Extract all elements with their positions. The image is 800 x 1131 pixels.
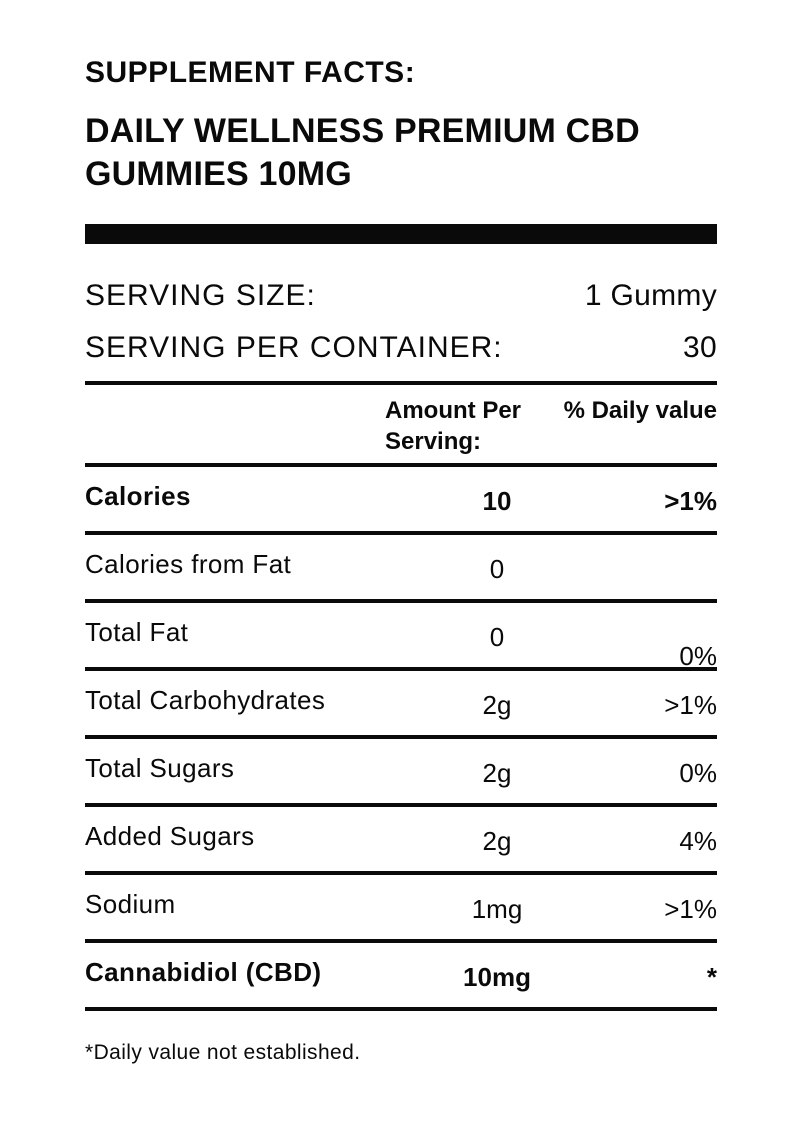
nutrient-daily-value: 4% <box>679 825 717 856</box>
serving-row <box>85 278 717 314</box>
nutrient-amount: 2g <box>482 825 512 856</box>
product-title-line-1: DAILY WELLNESS PREMIUM CBD <box>85 112 640 150</box>
nutrient-daily-value: 0% <box>679 757 717 788</box>
serving-value: 30 <box>683 330 717 364</box>
serving-value: 1 Gummy <box>584 278 717 312</box>
table-header-spacer <box>85 395 385 457</box>
table-header-row <box>85 385 717 467</box>
percent-daily-value-header: % Daily value <box>563 396 717 424</box>
nutrient-daily-value: >1% <box>664 689 717 720</box>
nutrient-name: Total Fat <box>85 616 189 647</box>
supplement-facts-heading: SUPPLEMENT FACTS: <box>85 56 416 89</box>
nutrient-amount: 0 <box>489 621 505 652</box>
nutrient-row <box>85 807 717 875</box>
product-title <box>85 110 717 196</box>
nutrient-row <box>85 943 717 1011</box>
nutrient-name: Added Sugars <box>85 820 255 851</box>
nutrient-row <box>85 603 717 671</box>
serving-label: SERVING SIZE: <box>85 278 316 312</box>
serving-label: SERVING PER CONTAINER: <box>85 330 503 364</box>
serving-row <box>85 330 717 366</box>
nutrient-row <box>85 875 717 943</box>
nutrient-daily-value: >1% <box>664 485 717 516</box>
nutrient-amount: 10mg <box>463 961 531 992</box>
nutrition-table <box>85 467 717 1011</box>
nutrient-name: Calories from Fat <box>85 548 292 579</box>
nutrient-amount: 2g <box>482 757 512 788</box>
nutrient-amount: 0 <box>489 553 505 584</box>
nutrient-name: Calories <box>85 480 191 511</box>
nutrient-row <box>85 739 717 807</box>
nutrient-amount: 2g <box>482 689 512 720</box>
daily-value-footnote: *Daily value not established. <box>85 1040 361 1064</box>
nutrient-daily-value: >1% <box>664 893 717 924</box>
nutrient-amount: 10 <box>482 485 512 516</box>
nutrient-row <box>85 671 717 739</box>
amount-per-serving-header: Amount Per Serving: <box>385 396 522 455</box>
serving-info <box>85 278 717 385</box>
nutrient-row <box>85 535 717 603</box>
header-divider-bar <box>85 224 717 244</box>
product-title-line-2: GUMMIES 10MG <box>85 154 352 193</box>
nutrient-name: Cannabidiol (CBD) <box>85 956 322 987</box>
nutrient-name: Total Carbohydrates <box>85 684 326 715</box>
nutrient-name: Total Sugars <box>85 752 235 783</box>
nutrient-row <box>85 467 717 535</box>
nutrient-daily-value: * <box>706 961 717 992</box>
nutrient-amount: 1mg <box>471 893 523 924</box>
nutrient-name: Sodium <box>85 888 176 919</box>
nutrient-daily-value: 0% <box>679 640 717 671</box>
